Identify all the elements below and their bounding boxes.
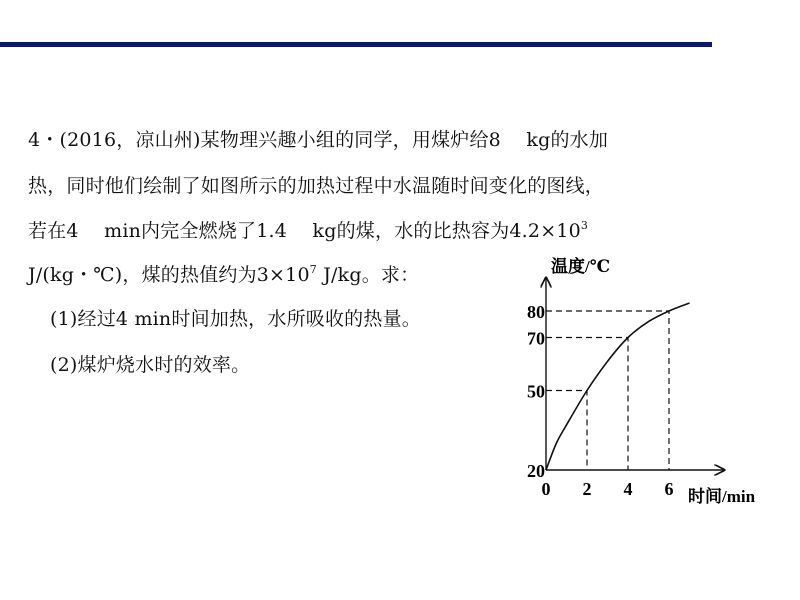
y-tick-label: 80 (527, 302, 545, 322)
problem-line-2: 热，同时他们绘制了如图所示的加热过程中水温随时间变化的图线， (28, 175, 605, 197)
x-tick-label: 4 (623, 479, 633, 499)
exponent-7: 7 (309, 263, 317, 276)
x-tick-label: 2 (582, 479, 592, 499)
problem-line-1: 4・(2016，凉山州)某物理兴趣小组的同学，用煤炉给8 kg的水加 (28, 129, 609, 151)
x-axis-label: 时间/min (688, 487, 756, 506)
problem-line-4-tail: J/kg。求： (316, 264, 420, 286)
guide-line (546, 391, 587, 471)
y-axis-label: 温度/℃ (551, 257, 611, 276)
origin-label: 0 (541, 479, 551, 499)
x-tick-label: 6 (664, 479, 674, 499)
series-line (546, 303, 690, 470)
y-tick-label: 50 (527, 381, 545, 402)
guide-line (546, 311, 669, 470)
y-tick-label: 20 (527, 461, 545, 481)
problem-line-3-text: 若在4 min内完全燃烧了1.4 kg的煤，水的比热容为4.2×10 (28, 220, 581, 242)
problem-line-4-text: J/(kg・℃)，煤的热值约为3×10 (28, 264, 310, 286)
y-tick-label: 70 (527, 328, 545, 349)
question-1: (1)经过4 min时间加热，水所吸收的热量。 (50, 308, 421, 330)
question-2: (2)煤炉烧水时的效率。 (50, 354, 251, 376)
exponent-3: 3 (580, 219, 589, 232)
